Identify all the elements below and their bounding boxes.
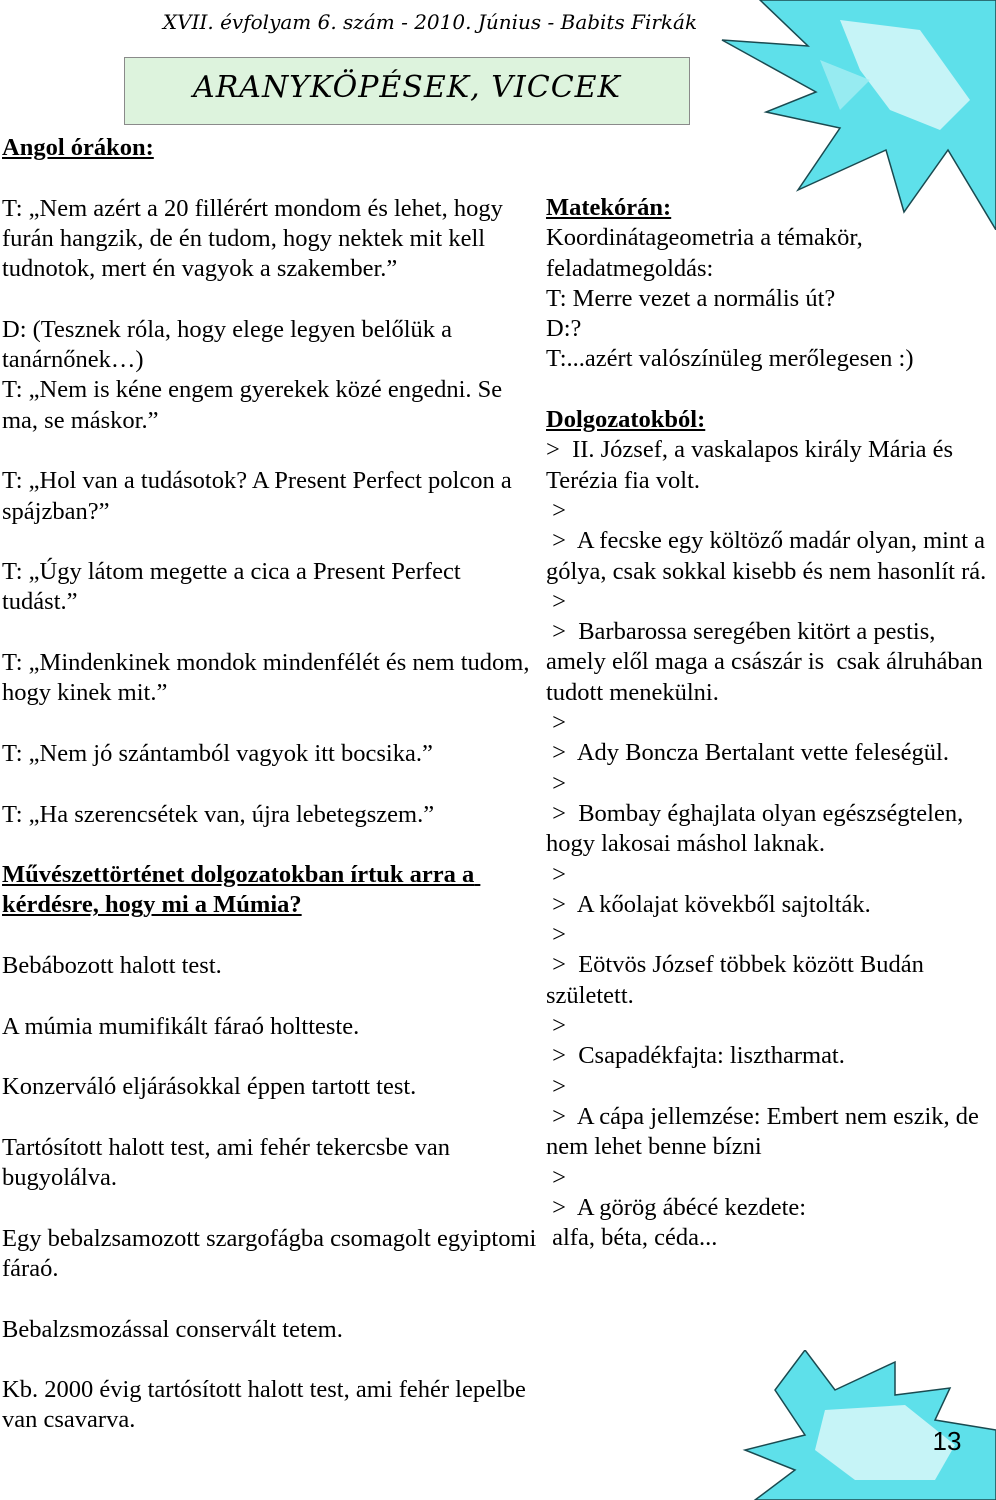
- test-quote: > A fecske egy költöző madár olyan, mint a gólya, csak sokkal kisebb és nem hasonlít rá.: [546, 527, 992, 585]
- separator-marker: >: [546, 709, 566, 737]
- running-header: XVII. évfolyam 6. szám - 2010. Június - Babits Firkák: [162, 10, 698, 34]
- quote-paragraph: T: „Nem is kéne engem gyerekek közé engedni. Se ma, se máskor.”: [2, 376, 509, 434]
- section-heading-english: Angol órákon:: [2, 134, 154, 161]
- math-line: Koordinátageometria a témakör, feladatmegoldás:: [546, 224, 869, 282]
- answer-paragraph: Egy bebalzsamozott szargofágba csomagolt egyiptomi fáraó.: [2, 1224, 543, 1282]
- left-column: [2, 133, 543, 1436]
- test-quote: > Barbarossa seregében kitört a pestis, amely elől maga a császár is csak álruhában tudott menekülni.: [546, 618, 989, 706]
- quote-paragraph: T: „Nem azért a 20 fillérért mondom és lehet, hogy furán hangzik, de én tudom, hogy nektek mit kell tudnotok, mert én vagyok a szakember.”: [2, 194, 509, 283]
- answer-paragraph: Bebalzsmozással conservált tetem.: [2, 1315, 343, 1343]
- test-quote: > II. József, a vaskalapos király Mária és Terézia fia volt.: [546, 436, 959, 494]
- section-heading-tests: Dolgozatokból:: [546, 406, 706, 434]
- right-column: [546, 193, 991, 1253]
- separator-marker: >: [546, 496, 566, 524]
- test-quote: > Eötvös József többek között Budán született.: [546, 951, 930, 1009]
- page-title: ARANYKÖPÉSEK, VICCEK: [193, 70, 621, 105]
- answer-paragraph: Konzerváló eljárásokkal éppen tartott test.: [2, 1073, 417, 1101]
- math-line: D:?: [546, 315, 582, 343]
- test-quote: > Ady Boncza Bertalant vette feleségül.: [546, 739, 949, 767]
- test-quote: > A görög ábécé kezdete:: [546, 1193, 807, 1221]
- quote-paragraph: T: „Hol van a tudásotok? A Present Perfect polcon a spájzban?”: [2, 467, 518, 525]
- title-box: [124, 57, 690, 125]
- section-heading-art-history: Művészettörténet dolgozatokban írtuk arra a kérdésre, hogy mi a Múmia?: [2, 861, 481, 919]
- math-line: T:...azért valószínüleg merőlegesen :): [546, 345, 914, 373]
- separator-marker: >: [546, 769, 566, 797]
- decorative-star-bottom-right: [735, 1350, 996, 1500]
- quote-paragraph: T: „Nem jó szántamból vagyok itt bocsika.”: [2, 739, 433, 767]
- quote-paragraph: T: „Úgy látom megette a cica a Present Perfect tudást.”: [2, 558, 467, 616]
- section-heading-math: Matekórán:: [546, 194, 672, 221]
- page-number: 13: [932, 1426, 962, 1456]
- test-quote: > A cápa jellemzése: Embert nem eszik, de nem lehet benne bízni: [546, 1102, 986, 1161]
- separator-marker: >: [546, 1012, 566, 1040]
- answer-paragraph: Tartósított halott test, ami fehér tekercsbe van bugyolálva.: [2, 1133, 457, 1192]
- math-line: T: Merre vezet a normális út?: [546, 284, 836, 312]
- quote-paragraph: T: „Mindenkinek mondok mindenfélét és nem tudom, hogy kinek mit.”: [2, 649, 536, 707]
- test-quote: > A kőolajat kövekből sajtolták.: [546, 890, 871, 918]
- test-quote: > Csapadékfajta: lisztharmat.: [546, 1042, 845, 1070]
- quote-paragraph: D: (Tesznek róla, hogy elege legyen belőlük a tanárnőnek…): [2, 315, 459, 374]
- test-quote-continuation: alfa, béta, céda...: [546, 1224, 718, 1252]
- separator-marker: >: [546, 921, 566, 949]
- separator-marker: >: [546, 860, 566, 888]
- answer-paragraph: A múmia mumifikált fáraó holtteste.: [2, 1012, 360, 1040]
- separator-marker: >: [546, 587, 566, 615]
- answer-paragraph: Bebábozott halott test.: [2, 952, 222, 980]
- separator-marker: >: [546, 1072, 566, 1100]
- quote-paragraph: T: „Ha szerencsétek van, újra lebetegszem.”: [2, 800, 435, 828]
- separator-marker: >: [546, 1163, 566, 1191]
- answer-paragraph: Kb. 2000 évig tartósított halott test, ami fehér lepelbe van csavarva.: [2, 1376, 533, 1434]
- test-quote: > Bombay éghajlata olyan egészségtelen, hogy lakosai máshol laknak.: [546, 799, 970, 858]
